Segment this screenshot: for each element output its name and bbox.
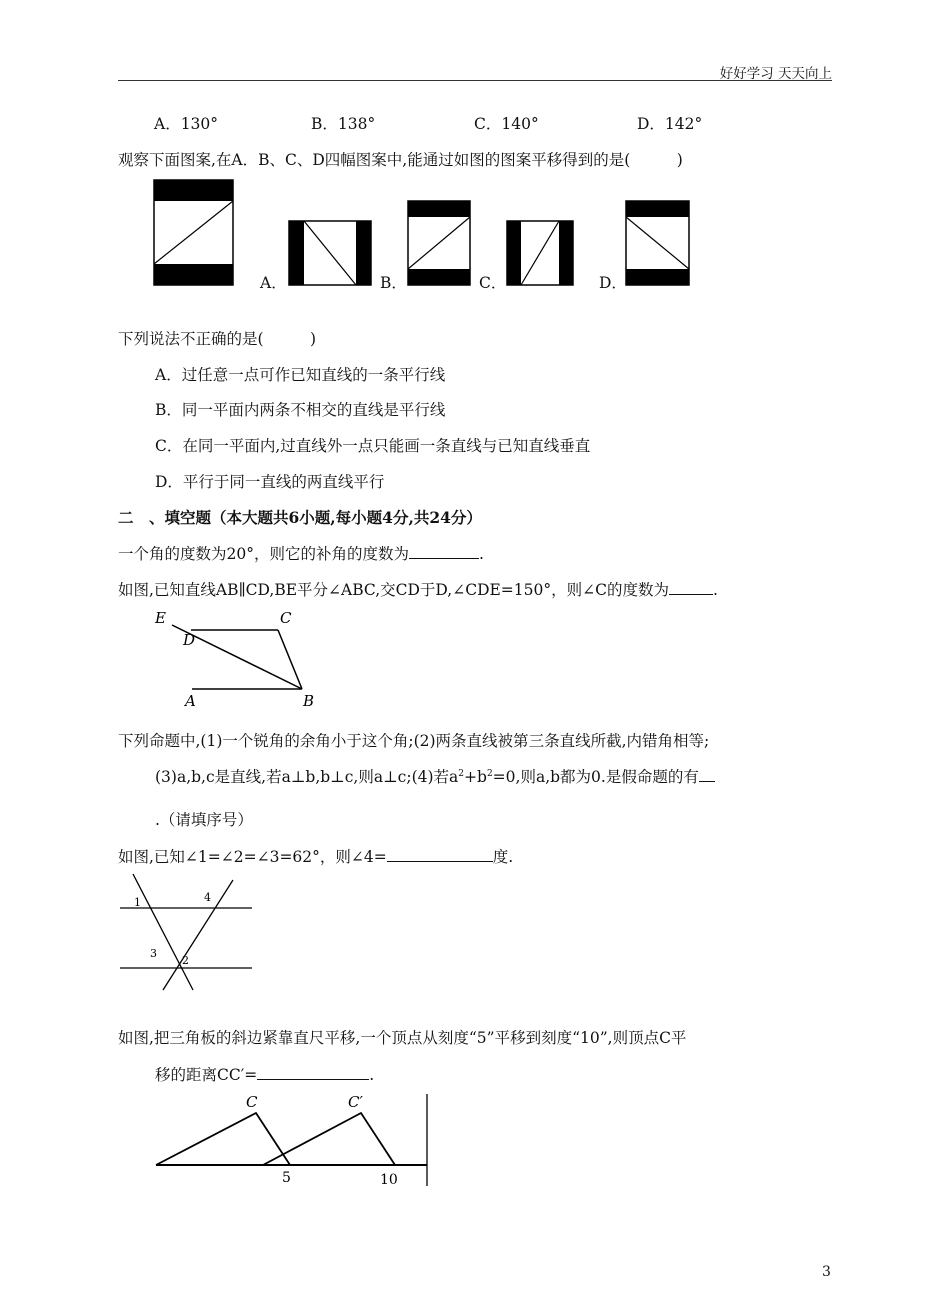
angle-label-2: 2 [182,954,189,967]
fill2-blank [669,580,713,595]
fill3-text-c: =0,则a,b都为0.是假命题的有 [492,768,699,786]
label-c: C [280,609,292,627]
header-right-text: 好好学习 天天向上 [719,66,832,82]
statement-option-b: B．同一平面内两条不相交的直线是平行线 [155,401,446,419]
pattern-option-c [507,221,573,285]
pattern-question-stem: 观察下面图案,在A．B、C、D四幅图案中,能通过如图的图案平移得到的是( ) [118,151,683,169]
fill3-text-b: +b [464,768,487,786]
fill-question-3-line2 [155,765,715,787]
fill1-text: 一个角的度数为20°，则它的补角的度数为 [118,545,409,563]
statement-option-a: A．过任意一点可作已知直线的一条平行线 [155,366,446,384]
fill-question-5-line2 [155,1063,374,1085]
fill2-end: . [712,581,718,599]
fill3-blank [699,767,715,782]
fill3-line3: .（请填序号） [155,811,253,829]
option-b: B．138° [311,115,376,133]
parallel-lines-figure [150,605,315,710]
triangle-ruler-figure [150,1090,435,1190]
option-c: C．140° [474,115,539,133]
statement-option-d: D．平行于同一直线的两直线平行 [155,473,385,491]
angle-label-1: 1 [134,896,141,909]
label-c: C [246,1093,258,1111]
option-d: D．142° [637,115,703,133]
angles-figure [118,872,258,997]
tick-5: 5 [282,1170,291,1186]
original-pattern [154,180,233,285]
fill3-text-a: (3)a,b,c是直线,若a⊥b,b⊥c,则a⊥c;(4)若a [155,768,459,786]
section-title: 二 、填空题（本大题共6小题,每小题4分,共24分） [118,508,482,527]
pattern-label-c: C． [479,274,507,292]
pattern-option-a [289,221,371,285]
fill4-blank [387,847,493,862]
pattern-option-d [626,201,689,285]
statement-option-c: C．在同一平面内,过直线外一点只能画一条直线与已知直线垂直 [155,437,591,455]
fill5-blank [257,1065,369,1080]
pattern-label-a: A． [260,274,287,292]
fill3-sup1: 2 [458,768,465,779]
statement-question-stem: 下列说法不正确的是( ) [118,330,317,348]
label-c-prime: C′ [348,1093,363,1111]
fill5-text: 移的距离CC′= [155,1066,258,1084]
fill4-text: 如图,已知∠1=∠2=∠3=62°，则∠4= [118,848,387,866]
label-e: E [155,609,166,627]
pattern-option-b [408,201,470,285]
fill-question-4 [118,845,513,867]
tick-10: 10 [380,1172,398,1188]
page-number: 3 [822,1264,831,1280]
label-a: A [185,692,196,710]
fill1-end: . [478,545,484,563]
fill5-line1: 如图,把三角板的斜边紧靠直尺平移,一个顶点从刻度“5”平移到刻度“10”,则顶点C平 [118,1029,687,1047]
fill4-end: 度. [492,848,514,866]
fill-question-2 [118,578,718,600]
fill5-end: . [369,1066,375,1084]
pattern-label-b: B． [380,274,407,292]
fill2-text: 如图,已知直线AB∥CD,BE平分∠ABC,交CD于D,∠CDE=150°，则∠C的度数为 [118,581,669,599]
fill-question-1 [118,542,484,564]
fill1-blank [409,544,479,559]
angle-label-4: 4 [204,891,211,904]
label-b: B [303,692,315,710]
fill3-line1: 下列命题中,(1)一个锐角的余角小于这个角;(2)两条直线被第三条直线所截,内错角相等; [118,732,710,750]
fill3-sup2: 2 [486,768,493,779]
option-a: A．130° [154,115,219,133]
header-rule [118,80,832,81]
angle-label-3: 3 [150,947,157,960]
label-d: D [183,631,196,649]
pattern-label-d: D． [599,274,627,292]
